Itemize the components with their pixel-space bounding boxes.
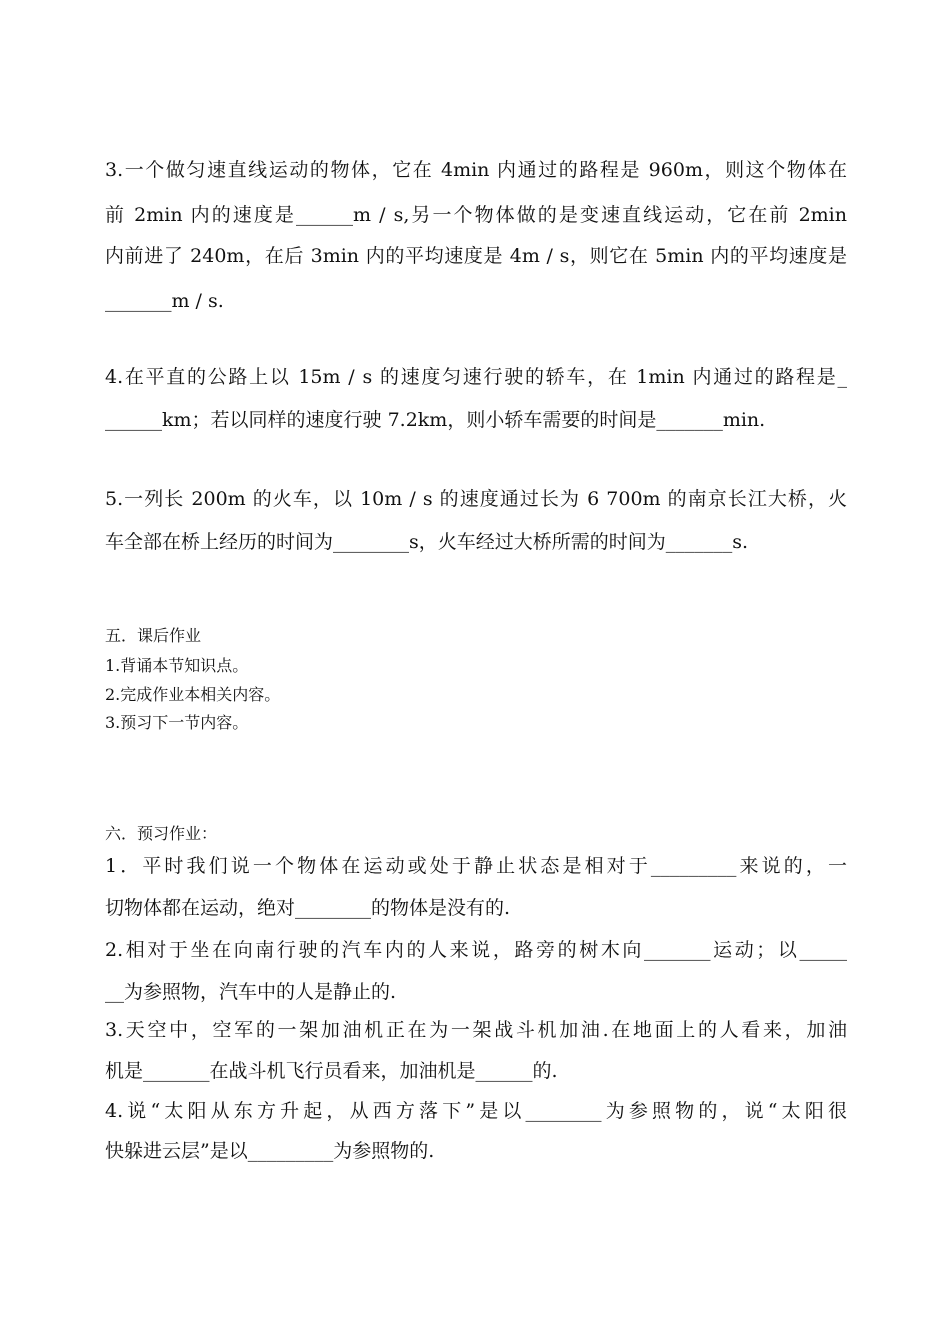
q3-line-1: 3.一个做匀速直线运动的物体，它在 4min 内通过的路程是 960m，则这个物体在 [105,159,847,181]
section-preview-heading: 六．预习作业： [105,824,218,843]
section-homework-heading: 五．课后作业 [105,626,202,645]
preview-q2-line-1: 2.相对于坐在向南行驶的汽车内的人来说，路旁的树木向_______运动；以_____ [105,939,847,961]
homework-item-2: 2.完成作业本相关内容。 [105,685,281,704]
q5-line-1: 5.一列长 200m 的火车，以 10m / s 的速度通过长为 6 700m 的南京长江大桥，火 [105,488,847,510]
preview-q4-line-1: 4.说“太阳从东方升起，从西方落下”是以________为参照物的，说“太阳很 [105,1100,847,1122]
q3-line-3: 内前进了 240m，在后 3min 内的平均速度是 4m / s，则它在 5min 内的平均速度是 [105,245,847,267]
q4-line-1: 4.在平直的公路上以 15m / s 的速度匀速行驶的轿车，在 1min 内通过的路程是_ [105,366,847,388]
preview-q3-line-1: 3.天空中，空军的一架加油机正在为一架战斗机加油.在地面上的人看来，加油 [105,1019,847,1041]
homework-item-3: 3.预习下一节内容。 [105,713,249,732]
preview-q4-line-2: 快躲进云层”是以_________为参照物的. [105,1140,435,1162]
q5-line-2: 车全部在桥上经历的时间为________s，火车经过大桥所需的时间为_______s. [105,531,749,553]
preview-q2-line-2: __为参照物，汽车中的人是静止的. [105,981,397,1003]
preview-q3-line-2: 机是_______在战斗机飞行员看来，加油机是______的. [105,1060,558,1082]
homework-item-1: 1.背诵本节知识点。 [105,656,249,675]
q3-line-2: 前 2min 内的速度是______m / s,另一个物体做的是变速直线运动，它在前 2min [105,204,847,226]
q4-line-2: ______km；若以同样的速度行驶 7.2km，则小轿车需要的时间是_______min. [105,409,766,431]
preview-q1-line-2: 切物体都在运动，绝对________的物体是没有的. [105,897,511,919]
preview-q1-line-1: 1．平时我们说一个物体在运动或处于静止状态是相对于_________来说的，一 [105,855,847,877]
q3-line-4: _______m / s. [105,290,224,312]
